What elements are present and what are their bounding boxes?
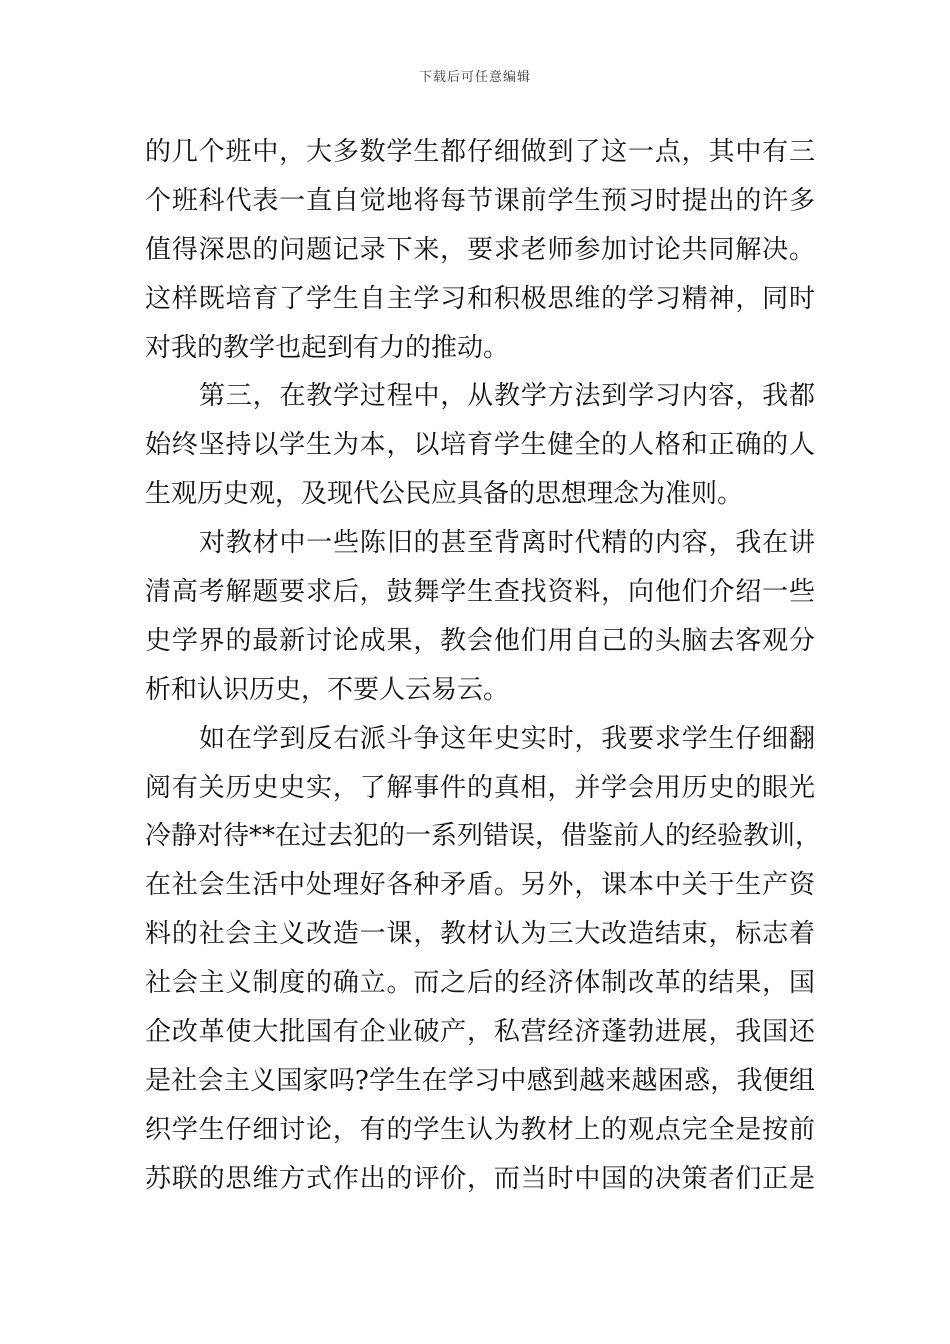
text-line: 个班科代表一直自觉地将每节课前学生预习时提出的许多 bbox=[145, 185, 815, 216]
text-line: 企改革使大批国有企业破产，私营经济蓬勃进展，我国还 bbox=[145, 1017, 815, 1048]
text-line: 清高考解题要求后，鼓舞学生查找资料，向他们介绍一些 bbox=[145, 577, 815, 608]
text-line: 生观历史观，及现代公民应具备的思想理念为准则。 bbox=[145, 479, 744, 510]
page-header: 下载后可任意编辑 bbox=[418, 70, 531, 85]
text-line: 织学生仔细讨论，有的学生认为教材上的观点完全是按前 bbox=[145, 1114, 815, 1145]
paragraph-first-line: 如在学到反右派斗争这年史实时，我要求学生仔细翻 bbox=[199, 723, 815, 754]
paragraph-first-line: 第三，在教学过程中，从教学方法到学习内容，我都 bbox=[199, 381, 815, 412]
text-line: 料的社会主义改造一课，教材认为三大改造结束，标志着 bbox=[145, 919, 815, 950]
text-line: 对我的教学也起到有力的推动。 bbox=[145, 332, 510, 363]
body-text bbox=[145, 128, 822, 1204]
text-line: 冷静对待**在过去犯的一系列错误，借鉴前人的经验教训， bbox=[145, 821, 822, 852]
text-line: 始终坚持以学生为本，以培育学生健全的人格和正确的人 bbox=[145, 430, 815, 461]
text-line: 史学界的最新讨论成果，教会他们用自己的头脑去客观分 bbox=[145, 625, 815, 656]
text-line: 析和认识历史，不要人云易云。 bbox=[145, 674, 510, 705]
text-line: 的几个班中，大多数学生都仔细做到了这一点，其中有三 bbox=[145, 137, 815, 167]
text-line: 苏联的思维方式作出的评价，而当时中国的决策者们正是 bbox=[145, 1163, 815, 1194]
text-line: 社会主义制度的确立。而之后的经济体制改革的结果，国 bbox=[145, 968, 815, 999]
text-line: 阅有关历史史实，了解事件的真相，并学会用历史的眼光 bbox=[145, 772, 815, 803]
paragraph-first-line: 对教材中一些陈旧的甚至背离时代精的内容，我在讲 bbox=[199, 528, 815, 559]
text-line: 是社会主义国家吗?学生在学习中感到越来越困惑，我便组 bbox=[145, 1065, 815, 1096]
text-line: 这样既培育了学生自主学习和积极思维的学习精神，同时 bbox=[145, 283, 815, 314]
text-line: 值得深思的问题记录下来，要求老师参加讨论共同解决。 bbox=[145, 234, 815, 265]
text-line: 在社会生活中处理好各种矛盾。另外，课本中关于生产资 bbox=[145, 870, 815, 901]
